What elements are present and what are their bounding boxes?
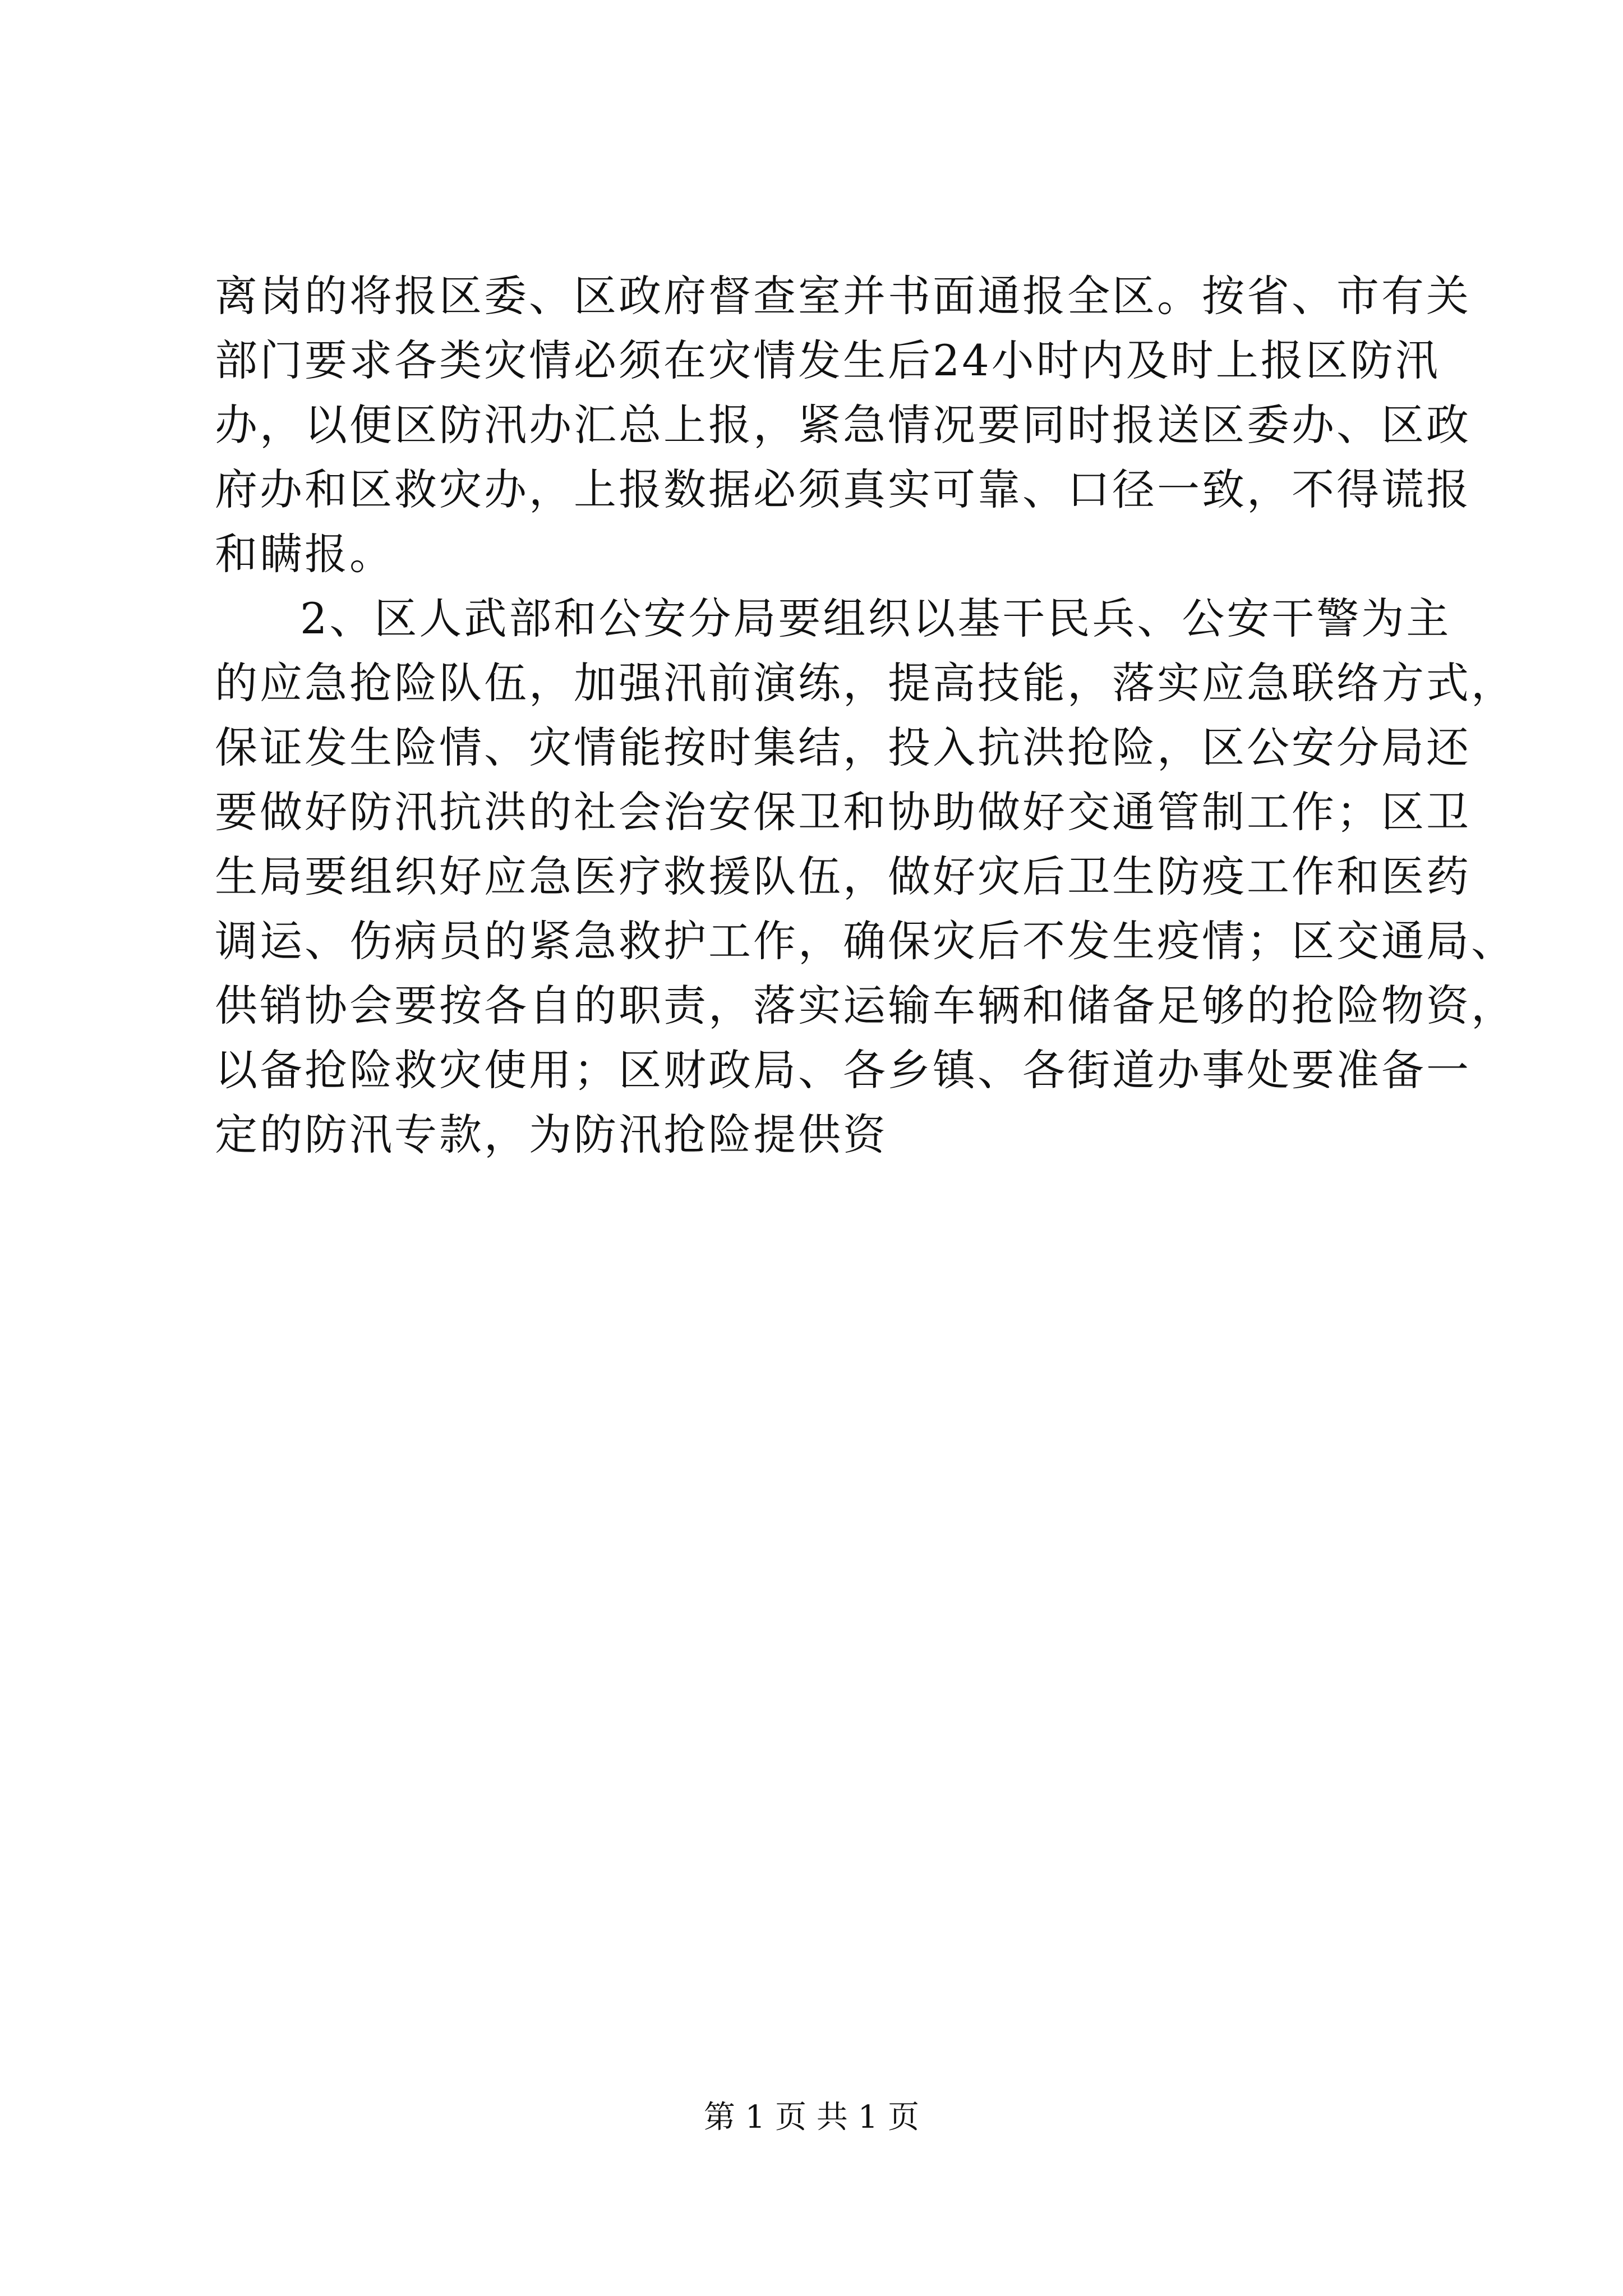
paragraph-line: 以备抢险救灾使用；区财政局、各乡镇、各街道办事处要准备一 — [215, 1045, 1471, 1095]
page-footer: 第 1 页 共 1 页 — [703, 2099, 920, 2136]
paragraph-line: 府办和区救灾办，上报数据必须真实可靠、口径一致，不得谎报 — [215, 464, 1471, 514]
paragraph-1 — [215, 264, 1471, 586]
paragraph-line: 离岗的将报区委、区政府督查室并书面通报全区。按省、市有关 — [215, 271, 1471, 321]
paragraph-line: 和瞒报。 — [215, 529, 394, 579]
document-body — [215, 264, 1516, 1167]
paragraph-line: 办，以便区防汛办汇总上报，紧急情况要同时报送区委办、区政 — [215, 400, 1471, 450]
paragraph-line: 的应急抢险队伍，加强汛前演练，提高技能，落实应急联络方式， — [215, 658, 1516, 708]
paragraph-line: 部门要求各类灾情必须在灾情发生后24小时内及时上报区防汛 — [215, 335, 1440, 385]
paragraph-line: 调运、伤病员的紧急救护工作，确保灾后不发生疫情；区交通局、 — [215, 916, 1516, 966]
paragraph-line: 生局要组织好应急医疗救援队伍，做好灾后卫生防疫工作和医药 — [215, 852, 1471, 901]
paragraph-line: 定的防汛专款，为防汛抢险提供资 — [215, 1110, 888, 1159]
paragraph-line: 供销协会要按各自的职责，落实运输车辆和储备足够的抢险物资， — [215, 981, 1516, 1030]
paragraph-2 — [215, 586, 1516, 1167]
paragraph-line: 2、区人武部和公安分局要组织以基干民兵、公安干警为主 — [300, 593, 1451, 643]
paragraph-line: 保证发生险情、灾情能按时集结，投入抗洪抢险，区公安分局还 — [215, 723, 1471, 772]
paragraph-line: 要做好防汛抗洪的社会治安保卫和协助做好交通管制工作；区卫 — [215, 787, 1471, 837]
